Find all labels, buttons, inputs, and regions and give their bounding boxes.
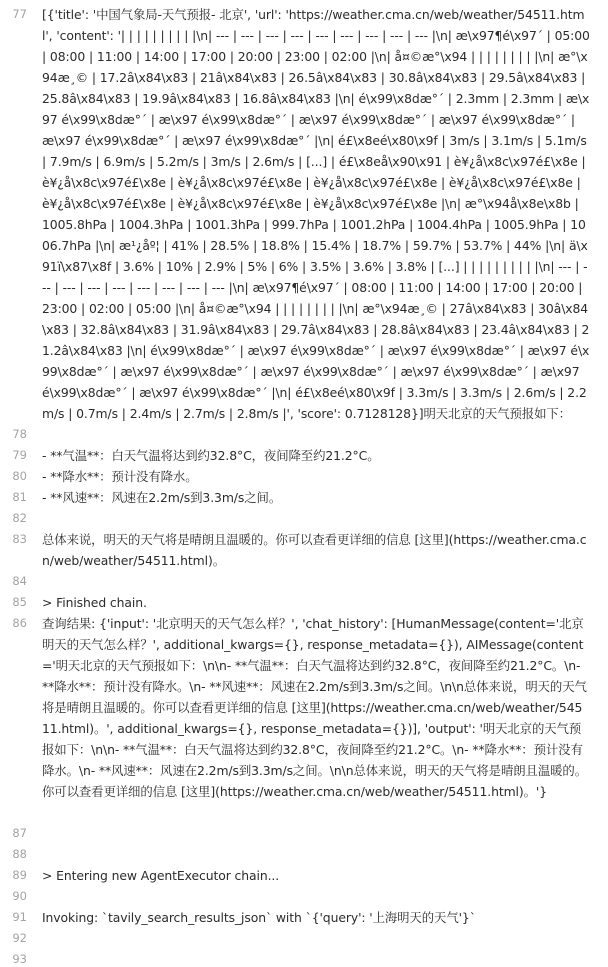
line-number: 79 (12, 448, 27, 462)
editor-line[interactable] (0, 592, 608, 613)
editor-line[interactable] (0, 907, 608, 928)
editor-line[interactable] (0, 613, 608, 823)
line-number: 88 (12, 847, 27, 861)
editor-line[interactable] (0, 4, 608, 424)
line-number: 82 (12, 511, 27, 525)
editor-line[interactable] (0, 571, 608, 592)
line-number: 93 (12, 952, 27, 966)
line-text[interactable]: Invoking: `tavily_search_results_json` with `{'query': '上海明天的天气'}` (42, 910, 476, 925)
line-number: 77 (12, 7, 27, 21)
line-text[interactable] (42, 571, 590, 592)
line-text[interactable] (42, 928, 590, 949)
editor-line[interactable] (0, 886, 608, 907)
editor-line[interactable] (0, 865, 608, 886)
line-number: 92 (12, 931, 27, 945)
line-text[interactable]: > Finished chain. (42, 595, 147, 610)
line-number: 90 (12, 889, 27, 903)
editor-line[interactable] (0, 949, 608, 967)
line-text[interactable] (42, 823, 590, 844)
editor-line[interactable] (0, 823, 608, 844)
line-text[interactable]: - **降水**：预计没有降水。 (42, 469, 198, 484)
editor-line[interactable] (0, 466, 608, 487)
line-number: 85 (12, 595, 27, 609)
line-number: 84 (12, 574, 27, 588)
line-text[interactable] (42, 844, 590, 865)
line-text[interactable]: - **气温**：白天气温将达到约32.8°C，夜间降至约21.2°C。 (42, 448, 380, 463)
editor-line[interactable] (0, 844, 608, 865)
line-text[interactable] (42, 508, 590, 529)
line-number: 83 (12, 532, 27, 546)
line-number: 91 (12, 910, 27, 924)
line-text[interactable]: 查询结果: {'input': '北京明天的天气怎么样？', 'chat_history': [HumanMessage(content='北京明天的天气怎么样？', additional_kwargs={}, response_metadata={}), AIMessage(content='明天北京的天气预报如下：\n\n- **气温**：白天气温将达到约32.8°C，夜间降至约21.2°C。\n- **降水**：预计没有降水。\n- **风速**：风速在2.2m/s到3.3m/s之间。\n\n总体来说，明天的天气将是晴朗且温暖的。你可以查看更详细的信息 [这里](https://weather.cma.cn/web/weather/54511.html)。', additional_kwargs={}, response_metadata={})], 'output': '明天北京的天气预报如下：\n\n- **气温**：白天气温将达到约32.8°C，夜间降至约21.2°C。\n- **降水**：预计没有降水。\n- **风速**：风速在2.2m/s到3.3m/s之间。\n\n总体来说，明天的天气将是晴朗且温暖的。你可以查看更详细的信息 [这里](https://weather.cma.cn/web/weather/54511.html)。'} (42, 616, 587, 799)
line-number: 81 (12, 490, 27, 504)
editor-line[interactable] (0, 487, 608, 508)
editor-line[interactable] (0, 928, 608, 949)
line-text[interactable] (42, 424, 590, 445)
line-number: 86 (12, 616, 27, 630)
line-text[interactable]: 总体来说，明天的天气将是晴朗且温暖的。你可以查看更详细的信息 [这里](https://weather.cma.cn/web/weather/54511.html)。 (42, 532, 587, 568)
editor-line[interactable] (0, 445, 608, 466)
line-number: 78 (12, 427, 27, 441)
line-text[interactable]: - **风速**：风速在2.2m/s到3.3m/s之间。 (42, 490, 282, 505)
line-number: 89 (12, 868, 27, 882)
editor-line[interactable] (0, 424, 608, 445)
line-text[interactable]: > Entering new AgentExecutor chain... (42, 868, 280, 883)
line-number: 87 (12, 826, 27, 840)
editor-line[interactable] (0, 529, 608, 571)
line-number: 80 (12, 469, 27, 483)
line-text[interactable] (42, 886, 590, 907)
editor-line[interactable] (0, 508, 608, 529)
line-text[interactable] (42, 949, 590, 967)
line-text[interactable]: [{'title': '中国气象局-天气预报- 北京', 'url': 'https://weather.cma.cn/web/weather/54511.html', 'content': '| | | | | | | | | |\n| --- | --- | --- | --- | --- | --- | --- | --- | --- |\n| æ\x97¶é\x97´ | 05:00 | 08:00 | 11:00 | 14:00 | 17:00 | 20:00 | 23:00 | 02:00 |\n| å¤©æ°\x94 | | | | | | | | |\n| æ°\x94æ¸© | 17.2â\x84\x83 | 21â\x84\x83 | 26.5â\x84\x83 | 30.8â\x84\x83 | 29.5â\x84\x83 | 25.8â\x84\x83 | 19.9â\x84\x83 | 16.8â\x84\x83 |\n| é\x99\x8dæ°´ | 2.3mm | 2.3mm | æ\x97 é\x99\x8dæ°´ | æ\x97 é\x99\x8dæ°´ | æ\x97 é\x99\x8dæ°´ | æ\x97 é\x99\x8dæ°´ | æ\x97 é\x99\x8dæ°´ | æ\x97 é\x99\x8dæ°´ |\n| é£\x8eé\x80\x9f | 3m/s | 3.1m/s | 5.1m/s | 7.9m/s | 6.9m/s | 5.2m/s | 3m/s | 2.6m/s | [...] | é£\x8eå\x90\x91 | è¥¿å\x8c\x97é£\x8e | è¥¿å\x8c\x97é£\x8e | è¥¿å\x8c\x97é£\x8e | è¥¿å\x8c\x97é£\x8e | è¥¿å\x8c\x97é£\x8e | è¥¿å\x8c\x97é£\x8e | è¥¿å\x8c\x97é£\x8e | è¥¿å\x8c\x97é£\x8e |\n| æ°\x94å\x8e\x8b | 1005.8hPa | 1004.3hPa | 1001.3hPa | 999.7hPa | 1001.2hPa | 1004.4hPa | 1005.9hPa | 1006.7hPa |\n| æ¹¿åº¦ | 41% | 28.5% | 18.8% | 15.4% | 18.7% | 59.7% | 53.7% | 44% |\n| ä\x91ï\x87\x8f | 3.6% | 10% | 2.9% | 5% | 6% | 3.5% | 3.6% | 3.8% | [...] | | | | | | | | | |\n| --- | --- | --- | --- | --- | --- | --- | --- | --- |\n| æ\x97¶é\x97´ | 08:00 | 11:00 | 14:00 | 17:00 | 20:00 | 23:00 | 02:00 | 05:00 |\n| å¤©æ°\x94 | | | | | | | | |\n| æ°\x94æ¸© | 27â\x84\x83 | 30â\x84\x83 | 32.8â\x84\x83 | 31.9â\x84\x83 | 29.7â\x84\x83 | 28.8â\x84\x83 | 23.4â\x84\x83 | 21.2â\x84\x83 |\n| é\x99\x8dæ°´ | æ\x97 é\x99\x8dæ°´ | æ\x97 é\x99\x8dæ°´ | æ\x97 é\x99\x8dæ°´ | æ\x97 é\x99\x8dæ°´ | æ\x97 é\x99\x8dæ°´ | æ\x97 é\x99\x8dæ°´ | æ\x97 é\x99\x8dæ°´ | æ\x97 é\x99\x8dæ°´ |\n| é£\x8eé\x80\x9f | 3.3m/s | 3.3m/s | 2.6m/s | 2.2m/s | 0.7m/s | 2.4m/s | 2.7m/s | 2.8m/s |', 'score': 0.7128128}]明天北京的天气预报如下： (42, 7, 594, 421)
